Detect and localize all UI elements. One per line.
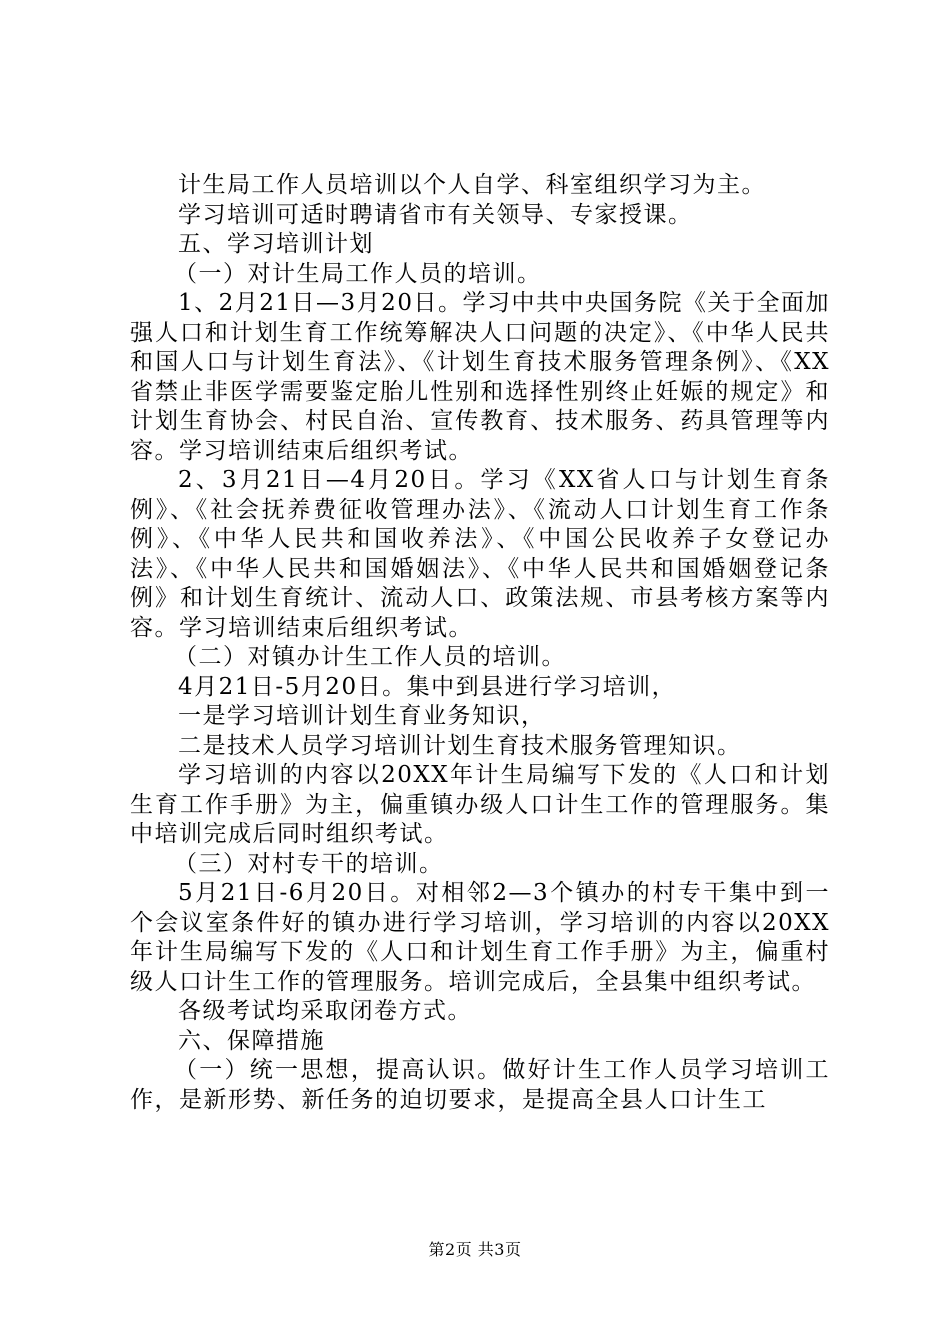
- paragraph: 二是技术人员学习培训计划生育技术服务管理知识。: [178, 732, 742, 759]
- paragraph: 1、2月21日—3月20日。学习中共中央国务院《关于全面加强人口和计划生育工作统筹解决人口问题的决定》、《中华人民共和国人口与计划生育法》、《计划生育技术服务管理条例》、《XX省禁止非医学需要鉴定胎儿性别和选择性别终止妊娠的规定》和计划生育协会、村民自治、宣传教育、技术服务、药具管理等内容。学习培训结束后组织考试。: [130, 290, 830, 464]
- paragraph: 学习培训的内容以20XX年计生局编写下发的《人口和计划生育工作手册》为主，偏重镇办级人口计生工作的管理服务。集中培训完成后同时组织考试。: [130, 762, 830, 847]
- document-body: [130, 171, 830, 1115]
- page-number-footer: 第2页 共3页: [428, 1240, 522, 1259]
- paragraph: 各级考试均采取闭卷方式。: [178, 998, 472, 1024]
- section-heading: 六、保障措施: [178, 1027, 325, 1054]
- paragraph: 计生局工作人员培训以个人自学、科室组织学习为主。: [178, 172, 766, 198]
- subsection-heading: （三）对村专干的培训。: [174, 850, 444, 877]
- paragraph: 学习培训可适时聘请省市有关领导、专家授课。: [178, 201, 693, 228]
- subsection-heading: （二）对镇办计生工作人员的培训。: [174, 644, 566, 670]
- section-heading: 五、学习培训计划: [178, 231, 374, 257]
- paragraph: 5月21日-6月20日。对相邻2—3个镇办的村专干集中到一个会议室条件好的镇办进行学习培训，学习培训的内容以20XX年计生局编写下发的《人口和计划生育工作手册》为主，偏重村级人口计生工作的管理服务。培训完成后，全县集中组织考试。: [130, 880, 830, 995]
- paragraph: 一是学习培训计划生育业务知识，: [178, 703, 546, 729]
- paragraph: 4月21日-5月20日。集中到县进行学习培训，: [178, 673, 677, 700]
- paragraph: 2、3月21日—4月20日。学习《XX省人口与计划生育条例》、《社会抚养费征收管理办法》、《流动人口计划生育工作条例》、《中华人民共和国收养法》、《中国公民收养子女登记办法》、《中华人民共和国婚姻法》、《中华人民共和国婚姻登记条例》和计划生育统计、流动人口、政策法规、市县考核方案等内容。学习培训结束后组织考试。: [130, 467, 830, 641]
- paragraph: （一）统一思想，提高认识。做好计生工作人员学习培训工作，是新形势、新任务的迫切要求，是提高全县人口计生工: [130, 1057, 830, 1113]
- subsection-heading: （一）对计生局工作人员的培训。: [174, 260, 542, 287]
